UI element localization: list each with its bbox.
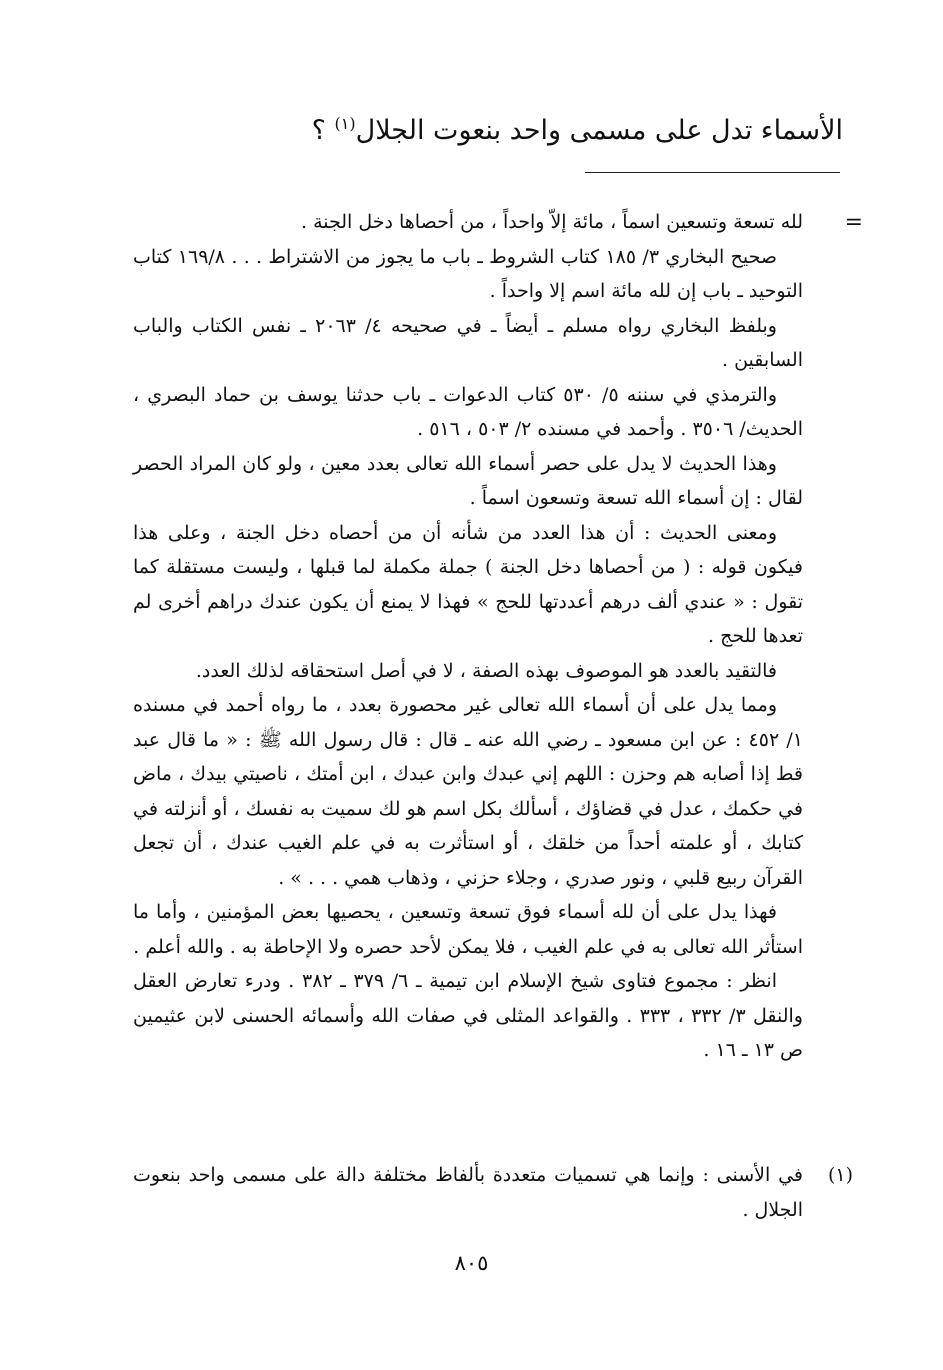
paragraph-see-also: انظر : مجموع فتاوى شيخ الإسلام ابن تيمية ـ ٦/ ٣٧٩ ـ ٣٨٢ . ودرء تعارض العقل والنقل ٣/ ٣٣٢ ، ٣٣٣ . والقواعد المثلى في صفات الله وأسمائه الحسنى لابن عثيمين ص ١٣ ـ ١٦ . bbox=[133, 970, 803, 1061]
body-text bbox=[133, 205, 803, 1068]
page-heading bbox=[311, 104, 843, 151]
heading-footnote-ref[interactable]: (١) bbox=[334, 114, 356, 133]
heading-divider bbox=[585, 172, 840, 173]
paragraph-restriction-note: فالتقيد بالعدد هو الموصوف بهذه الصفة ، لا في أصل استحقاقه لذلك العدد. bbox=[195, 659, 777, 682]
paragraph-no-restriction: وهذا الحديث لا يدل على حصر أسماء الله تعالى بعدد معين ، ولو كان المراد الحصر لقال : إن أسماء الله تسعة وتسعون اسماً . bbox=[133, 452, 803, 509]
heading-question-mark: ؟ bbox=[311, 115, 335, 146]
page-number: ٨٠٥ bbox=[454, 1251, 489, 1275]
paragraph-tirmidhi-ref: والترمذي في سننه ٥/ ٥٣٠ كتاب الدعوات ـ باب حدثنا يوسف بن حماد البصري ، الحديث/ ٣٥٠٦ . وأحمد في مسنده ٢/ ٥٠٣ ، ٥١٦ . bbox=[133, 383, 803, 440]
paragraph-ahmad-hadith: ومما يدل على أن أسماء الله تعالى غير محصورة بعدد ، ما رواه أحمد في مسنده ١/ ٤٥٢ : عن ابن مسعود ـ رضي الله عنه ـ قال : قال رسول الله ﷺ : « ما قال عبد قط إذا أصابه هم وحزن : اللهم إني عبدك وابن عبدك ، ابن أمتك ، ناصيتي بيدك ، ماض في حكمك ، عدل في قضاؤك ، أسألك بكل اسم هو لك سميت به نفسك ، أو أنزلته في كتابك ، أو علمته أحداً من خلقك ، أو استأثرت به في علم الغيب عندك ، أن تجعل القرآن ربيع قلبي ، ونور صدري ، وجلاء حزني ، وذهاب همي . . . » . bbox=[133, 694, 803, 889]
continuation-mark: = bbox=[844, 210, 863, 235]
paragraph-bukhari-ref: صحيح البخاري ٣/ ١٨٥ كتاب الشروط ـ باب ما يجوز من الاشتراط . . . ١٦٩/٨ كتاب التوحيد ـ باب إن لله مائة اسم إلا واحداً . bbox=[133, 245, 803, 302]
paragraph-hadith-meaning: ومعنى الحديث : أن هذا العدد من شأنه أن من أحصاه دخل الجنة ، وعلى هذا فيكون قوله : ( من أحصاها دخل الجنة ) جملة مكملة لما قبلها ، وليست مستقلة كما تقول : « عندي ألف درهم أعددتها للحج » فهذا لا يمنع أن يكون عندك دراهم أخرى لم تعدها للحج . bbox=[133, 521, 803, 647]
footnote-text: في الأسنى : وإنما هي تسميات متعددة بألفاظ مختلفة دالة على مسمى واحد بنعوت الجلال . bbox=[133, 1164, 803, 1221]
paragraph-hadith-end: لله تسعة وتسعين اسماً ، مائة إلاّ واحداً ، من أحصاها دخل الجنة . bbox=[300, 211, 803, 233]
footnote-marker: (١) bbox=[827, 1164, 853, 1186]
footnote bbox=[133, 1158, 853, 1227]
heading-text: الأسماء تدل على مسمى واحد بنعوت الجلال bbox=[355, 115, 843, 146]
paragraph-muslim-ref: وبلفظ البخاري رواه مسلم ـ أيضاً ـ في صحيحه ٤/ ٢٠٦٣ ـ نفس الكتاب والباب السابقين . bbox=[133, 314, 803, 371]
paragraph-conclusion: فهذا يدل على أن لله أسماء فوق تسعة وتسعين ، يحصيها بعض المؤمنين ، وأما ما استأثر الله تعالى به في علم الغيب ، فلا يمكن لأحد حصره ولا الإحاطة به . والله أعلم . bbox=[133, 901, 803, 958]
